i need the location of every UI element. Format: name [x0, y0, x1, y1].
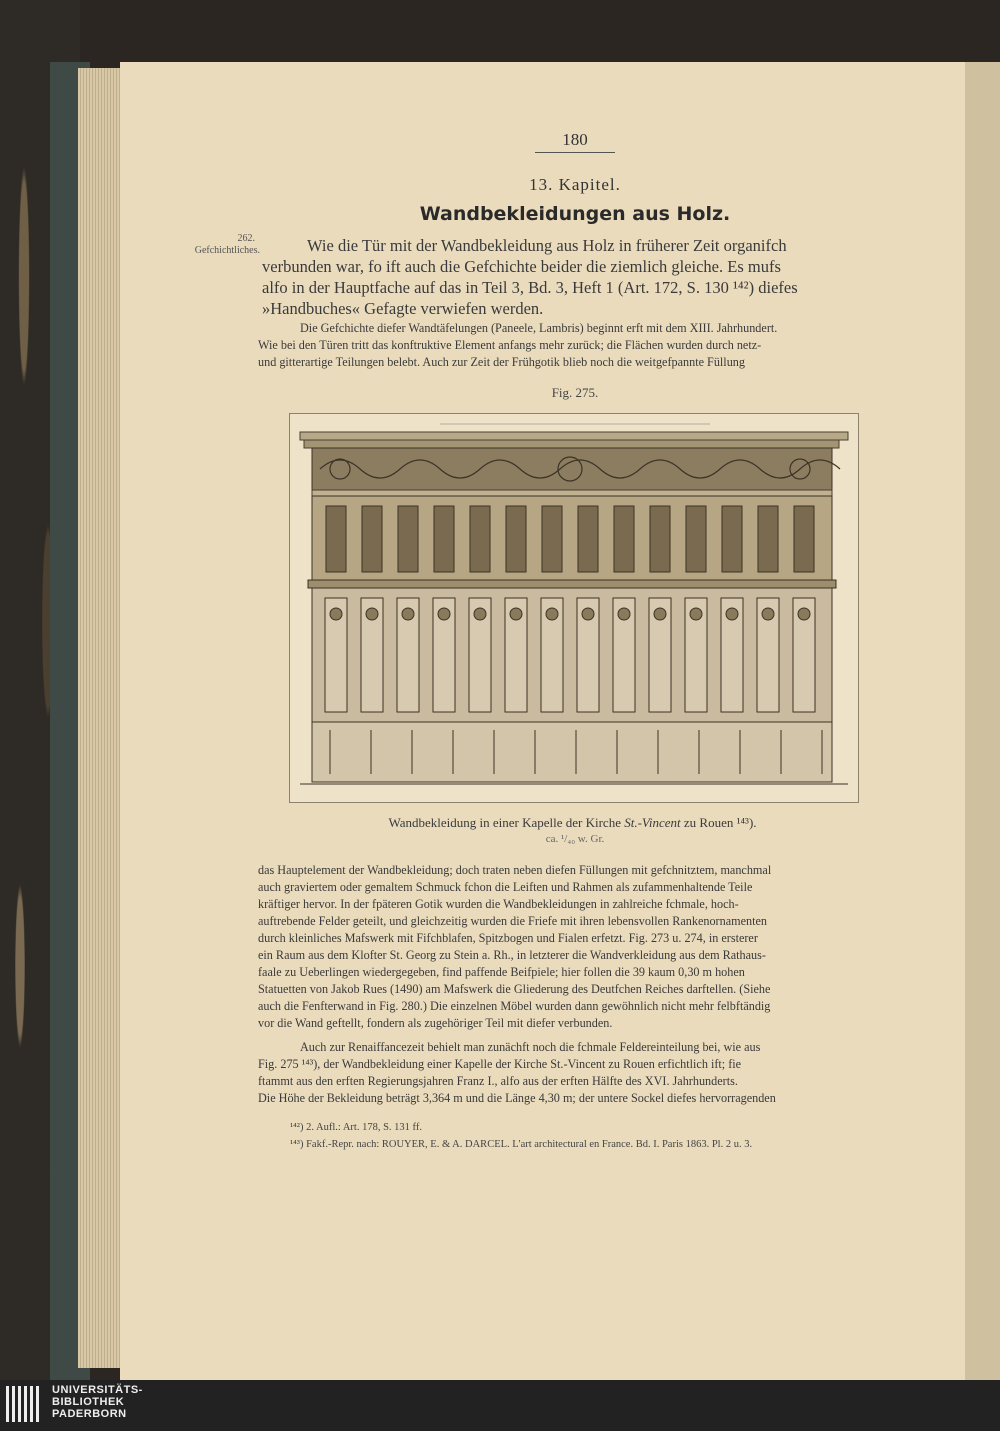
paragraph-line: Auch zur Renaiffancezeit behielt man zunächft noch die fchmale Feldereinteilung bei, wie aus: [300, 1040, 761, 1054]
carved-panel: [578, 506, 598, 572]
library-logo-icon: [6, 1386, 42, 1422]
paragraph-line: ein Raum aus dem Klofter St. Georg zu Stein a. Rh., in letzterer die Wandverkleidung aus dem Rathaus-: [258, 948, 766, 962]
carved-panel: [434, 506, 454, 572]
panel-ornament: [546, 608, 558, 620]
panel-ornament: [654, 608, 666, 620]
footnote: ¹⁴³) Fakf.-Repr. nach: ROUYER, E. & A. DARCEL. L'art architectural en France. Bd. I. Paris 1863. Pl. 2 u. 3.: [290, 1139, 753, 1150]
library-name: [52, 1384, 143, 1420]
intro-line: verbunden war, fo ift auch die Gefchichte beider die ziemlich gleiche. Es mufs: [262, 257, 781, 276]
figure-scale: ca. ¹/₄₀ w. Gr.: [545, 833, 605, 845]
carved-panel: [650, 506, 670, 572]
carved-panel: [362, 506, 382, 572]
facing-page-edge: [965, 62, 1000, 1382]
intro-line: »Handbuches« Gefagte verwiefen werden.: [262, 299, 544, 318]
panel-ornament: [726, 608, 738, 620]
page-number: 180: [535, 130, 615, 153]
panel-ornament: [366, 608, 378, 620]
footnote: ¹⁴²) 2. Aufl.: Art. 178, S. 131 ff.: [290, 1122, 422, 1133]
library-name-line: PADERBORN: [52, 1408, 127, 1420]
paragraph-line: Statuetten von Jakob Rues (1490) am Mafswerk die Gliederung des Deutfchen Reiches darftellen. (Siehe: [258, 982, 771, 996]
margin-number: 262.: [237, 233, 255, 244]
caption-church-name: St.-Vincent: [624, 815, 681, 830]
paragraph-line: Fig. 275 ¹⁴³), der Wandbekleidung einer Kapelle der Kirche St.-Vincent zu Rouen erfichtlich ift; fie: [258, 1057, 742, 1071]
carved-panel: [722, 506, 742, 572]
paragraph-line: ftammt aus den erften Regierungsjahren Franz I., alfo aus der erften Hälfte des XVI. Jahrhunderts.: [258, 1074, 738, 1088]
panel-ornament: [510, 608, 522, 620]
panel-ornament: [582, 608, 594, 620]
panel-ornament: [402, 608, 414, 620]
chapter-heading: 13. Kapitel.: [529, 175, 621, 194]
paragraph-line: und gitterartige Teilungen belebt. Auch zur Zeit der Frühgotik blieb noch die weitgefpannte Füllung: [258, 355, 745, 369]
figure-label: Fig. 275.: [551, 385, 599, 400]
margin-label: Gefchichtliches.: [194, 245, 260, 256]
caption-text: Wandbekleidung in einer Kapelle der Kirche: [388, 815, 625, 830]
paneling-engraving: [290, 414, 858, 802]
carved-panel: [470, 506, 490, 572]
paragraph-line: auch die Fenfterwand in Fig. 280.) Die einzelnen Möbel wurden dann gewöhnlich nicht mehr felbftändig: [258, 999, 771, 1013]
paragraph-line: Die Gefchichte diefer Wandtäfelungen (Paneele, Lambris) beginnt erft mit dem XIII. Jahrhundert.: [300, 321, 778, 335]
library-footer: [0, 1380, 1000, 1431]
paragraph-line: faale zu Ueberlingen wiedergegeben, find paffende Beifpiele; hier follen die 39 kaum 0,30 m hohen: [258, 965, 745, 979]
paragraph-line: das Hauptelement der Wandbekleidung; doch traten neben diefen Füllungen mit gefchnitztem, manchmal: [258, 863, 772, 877]
paragraph-line: Die Höhe der Bekleidung beträgt 3,364 m und die Länge 4,30 m; der untere Sockel diefes hervorragenden: [258, 1091, 776, 1105]
panel-ornament: [330, 608, 342, 620]
paragraph-line: auch graviertem oder gemaltem Schmuck fchon die Leiften und Rahmen als zufammenhaltende Teile: [258, 880, 753, 894]
carved-panel: [794, 506, 814, 572]
figure-caption: [300, 815, 845, 831]
panel-ornament: [690, 608, 702, 620]
library-name-line: UNIVERSITÄTS-: [52, 1384, 143, 1396]
panel-ornament: [438, 608, 450, 620]
panel-ornament: [618, 608, 630, 620]
carved-panel: [398, 506, 418, 572]
panel-ornament: [798, 608, 810, 620]
carved-panel: [614, 506, 634, 572]
panel-ornament: [474, 608, 486, 620]
caption-location: zu Rouen ¹⁴³).: [680, 815, 757, 830]
intro-line: alfo in der Hauptfache auf das in Teil 3, Bd. 3, Heft 1 (Art. 172, S. 130 ¹⁴²) diefes: [262, 278, 798, 297]
paragraph-line: auftrebende Felder geteilt, und gleichzeitig wurden die Friefe mit ihren lebensvollen Rankenornamenten: [258, 914, 767, 928]
carved-panel: [686, 506, 706, 572]
carved-panel: [758, 506, 778, 572]
library-name-line: BIBLIOTHEK: [52, 1396, 125, 1408]
carved-panel: [506, 506, 526, 572]
paragraph-line: Wie bei den Türen tritt das konftruktive Element anfangs mehr zurück; die Flächen wurden durch netz-: [258, 338, 762, 352]
paragraph-line: vor die Wand geftellt, fondern als zugehöriger Teil mit diefer verbunden.: [258, 1016, 613, 1030]
paragraph-line: durch kleinliches Mafswerk mit Fifchblafen, Spitzbogen und Fialen erfetzt. Fig. 273 u. 274, in ersterer: [258, 931, 758, 945]
wall-paneling-figure: [289, 413, 859, 803]
carved-panel: [542, 506, 562, 572]
intro-line: Wie die Tür mit der Wandbekleidung aus Holz in früherer Zeit organifch: [307, 236, 787, 255]
carved-panel: [326, 506, 346, 572]
panel-ornament: [762, 608, 774, 620]
paragraph-line: kräftiger hervor. In der fpäteren Gotik wurden die Wandbekleidungen in zahlreiche fchmale, hoch-: [258, 897, 739, 911]
chapter-title: Wandbekleidungen aus Holz.: [419, 203, 731, 225]
